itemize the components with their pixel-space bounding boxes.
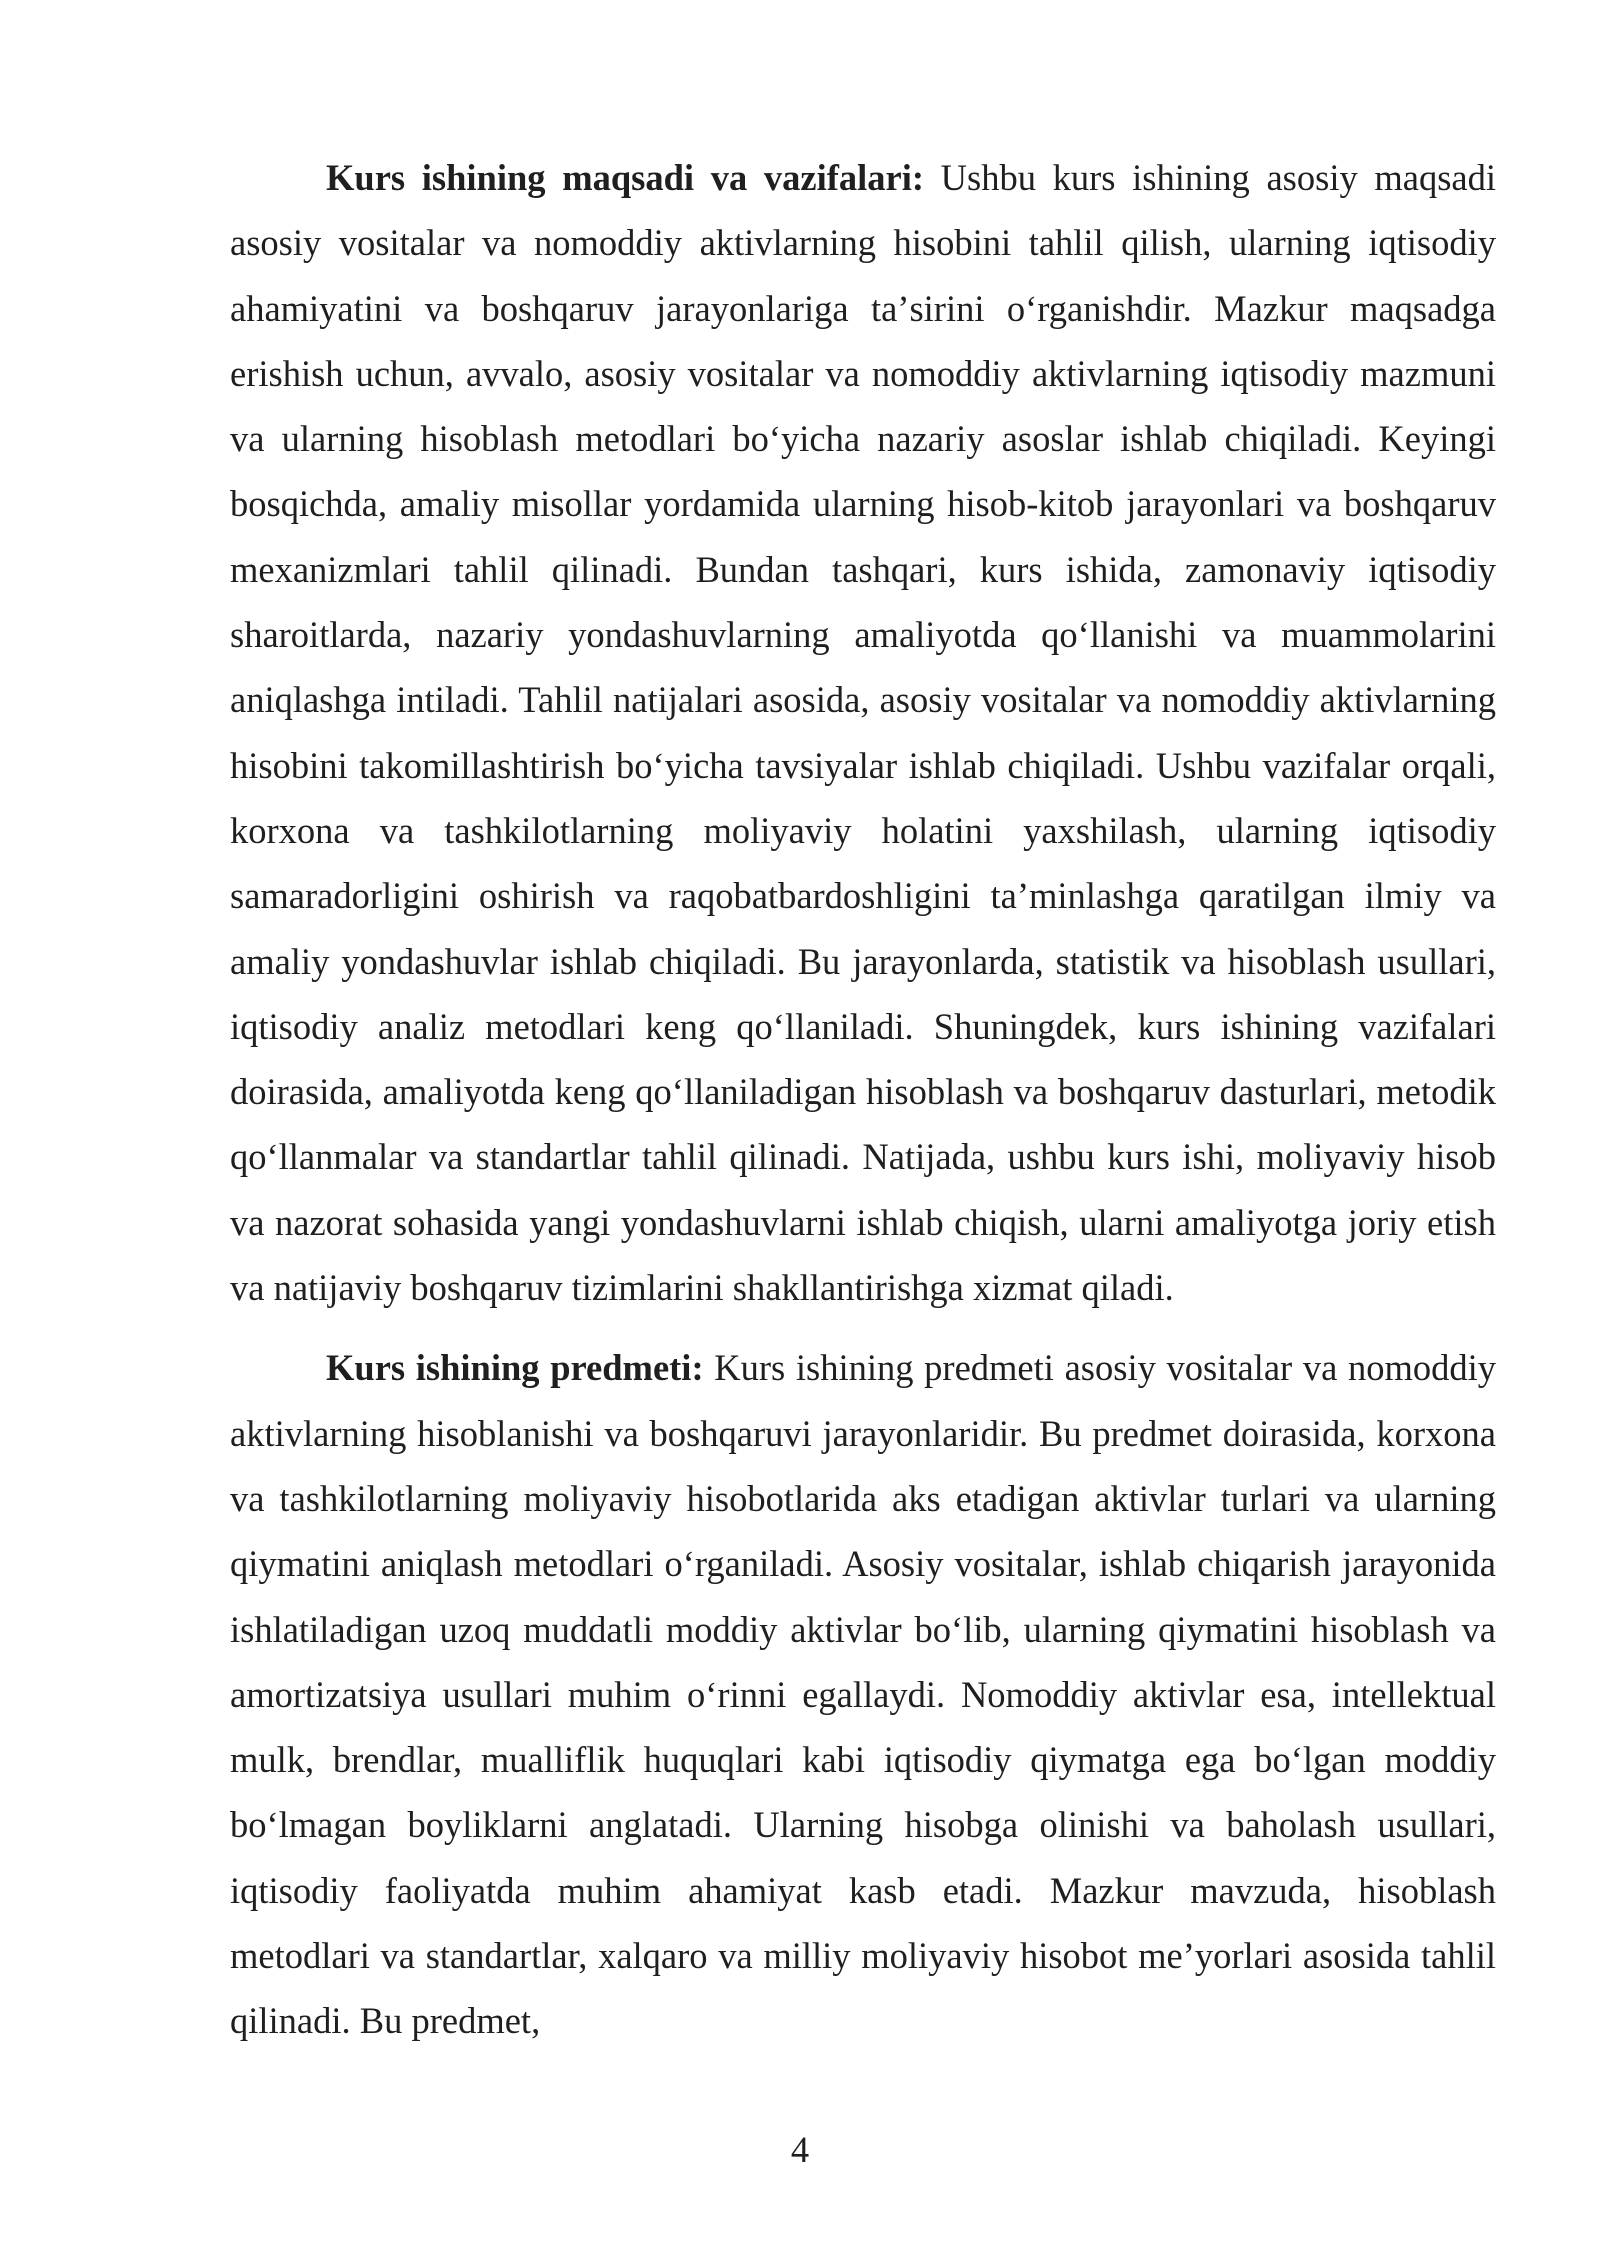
paragraph-lead-subject: Kurs ishining predmeti:	[326, 1347, 704, 1389]
paragraph-text-goals: Ushbu kurs ishining asosiy maqsadi asosiy vositalar va nomoddiy aktivlarning hisobini tahlil qilish, ularning iqtisodiy ahamiyatini va boshqaruv jarayonlariga taʼsirini oʻrganishdir. Mazkur maqsadga erishish uchun, avvalo, asosiy vositalar va nomoddiy aktivlarning iqtisodiy mazmuni va ularning hisoblash metodlari boʻyicha nazariy asoslar ishlab chiqiladi. Keyingi bosqichda, amaliy misollar yordamida ularning hisob-kitob jarayonlari va boshqaruv mexanizmlari tahlil qilinadi. Bundan tashqari, kurs ishida, zamonaviy iqtisodiy sharoitlarda, nazariy yondashuvlarning amaliyotda qoʻllanishi va muammolarini aniqlashga intiladi. Tahlil natijalari asosida, asosiy vositalar va nomoddiy aktivlarning hisobini takomillashtirish boʻyicha tavsiyalar ishlab chiqiladi. Ushbu vazifalar orqali, korxona va tashkilotlarning moliyaviy holatini yaxshilash, ularning iqtisodiy samaradorligini oshirish va raqobatbardoshligini taʼminlashga qaratilgan ilmiy va amaliy yondashuvlar ishlab chiqiladi. Bu jarayonlarda, statistik va hisoblash usullari, iqtisodiy analiz metodlari keng qoʻllaniladi. Shuningdek, kurs ishining vazifalari doirasida, amaliyotda keng qoʻllaniladigan hisoblash va boshqaruv dasturlari, metodik qoʻllanmalar va standartlar tahlil qilinadi. Natijada, ushbu kurs ishi, moliyaviy hisob va nazorat sohasida yangi yondashuvlarni ishlab chiqish, ularni amaliyotga joriy etish va natijaviy boshqaruv tizimlarini shakllantirishga xizmat qiladi.	[230, 157, 1497, 1309]
paragraph-subject	[230, 1335, 1496, 2053]
document-body	[230, 145, 1496, 2054]
paragraph-lead-goals: Kurs ishining maqsadi va vazifalari:	[326, 157, 924, 198]
paragraph-goals-and-tasks	[230, 145, 1496, 1320]
page-number: 4	[790, 2129, 810, 2170]
paragraph-text-subject: Kurs ishining predmeti asosiy vositalar va nomoddiy aktivlarning hisoblanishi va boshqaruvi jarayonlaridir. Bu predmet doirasida, korxona va tashkilotlarning moliyaviy hisobotlarida aks etadigan aktivlar turlari va ularning qiymatini aniqlash metodlari oʻrganiladi. Asosiy vositalar, ishlab chiqarish jarayonida ishlatiladigan uzoq muddatli moddiy aktivlar boʻlib, ularning qiymatini hisoblash va amortizatsiya usullari muhim oʻrinni egallaydi. Nomoddiy aktivlar esa, intellektual mulk, brendlar, mualliflik huquqlari kabi iqtisodiy qiymatga ega boʻlgan moddiy boʻlmagan boyliklarni anglatadi. Ularning hisobga olinishi va baholash usullari, iqtisodiy faoliyatda muhim ahamiyat kasb etadi. Mazkur mavzuda, hisoblash metodlari va standartlar, xalqaro va milliy moliyaviy hisobot meʼyorlari asosida tahlil qilinadi. Bu predmet,	[230, 1347, 1496, 2042]
